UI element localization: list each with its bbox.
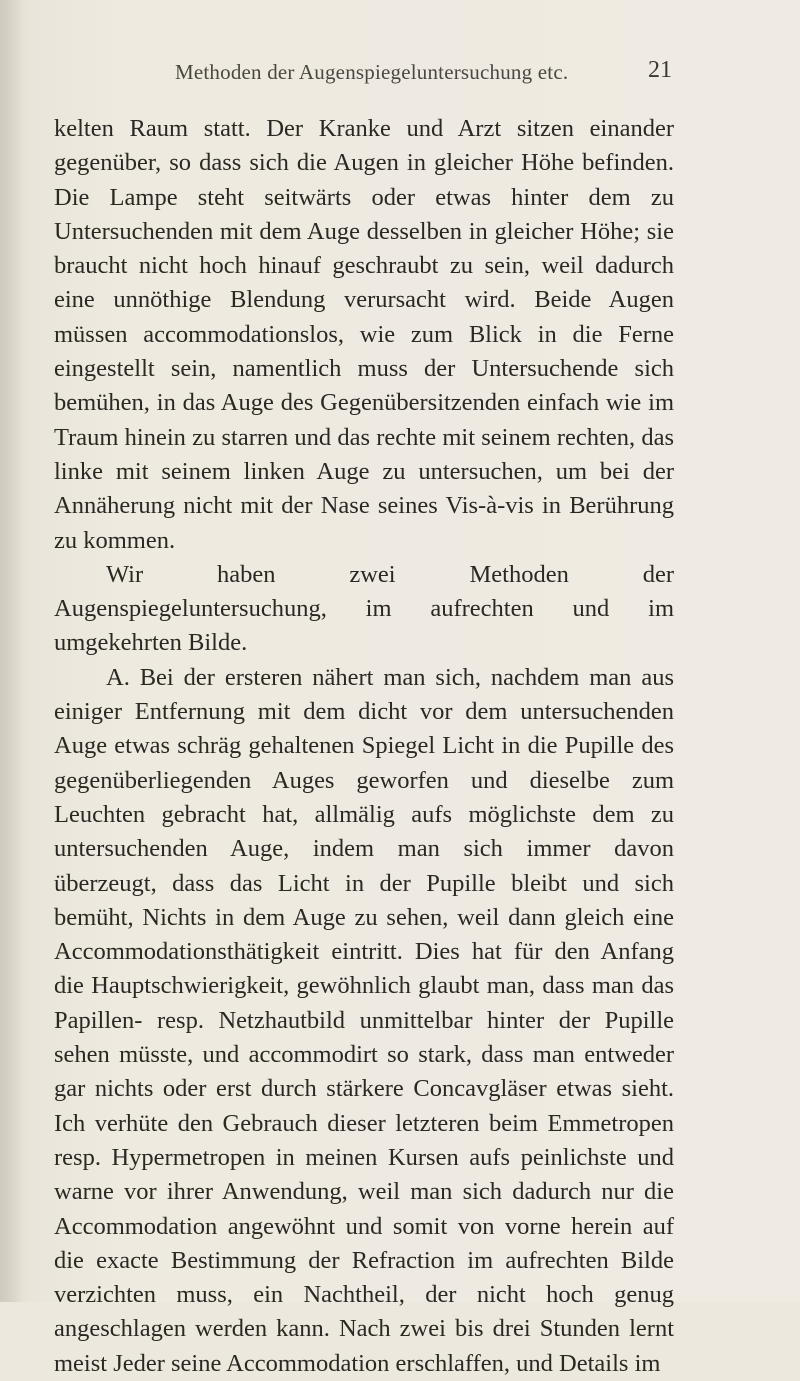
paragraph-method-a: A. Bei der ersteren nähert man sich, nachdem man aus einiger Entfernung mit dem dicht vor dem untersuchenden Auge etwas schräg gehaltenen Spiegel Licht in die Pupille des gegenüberliegenden Auges geworfen und dieselbe zum Leuchten gebracht hat, allmälig aufs möglichste dem zu untersuchenden Auge, indem man sich immer davon überzeugt, dass das Licht in der Pupille bleibt und sich bemüht, Nichts in dem Auge zu sehen, weil dann gleich eine Accommodationsthätigkeit eintritt. Dies hat für den Anfang die Hauptschwierigkeit, gewöhnlich glaubt man, dass man das Papillen- resp. Netzhautbild unmittelbar hinter der Pupille sehen müsste, und accommodirt so stark, dass man entweder gar nichts oder erst durch stärkere Concavgläser etwas sieht. Ich verhüte den Gebrauch dieser letzteren beim Emmetropen resp. Hypermetropen in meinen Kursen aufs peinlichste und warne vor ihrer Anwendung, weil man sich dadurch nur die Accommodation angewöhnt und somit von vorne herein auf die exacte Bestimmung der Refraction im aufrechten Bilde verzichten muss, ein Nachtheil, der nicht hoch genug angeschlagen werden kann. Nach zwei bis drei Stunden lernt meist Jeder seine Accommodation erschlaffen, und Details im (54, 663, 674, 1377)
binding-shadow (0, 0, 22, 1302)
paragraph-methods: Wir haben zwei Methoden der Augenspiegeluntersuchung, im aufrechten und im umgekehrten Bilde. (54, 560, 674, 657)
page-number: 21 (648, 57, 672, 83)
body-text (54, 112, 674, 1381)
running-head: Methoden der Augenspiegeluntersuchung etc. (175, 60, 569, 84)
paragraph-continuation: kelten Raum statt. Der Kranke und Arzt sitzen einander gegenüber, so dass sich die Augen in gleicher Höhe befinden. Die Lampe steht seitwärts oder etwas hinter dem zu Untersuchenden mit dem Auge desselben in gleicher Höhe; sie braucht nicht hoch hinauf geschraubt zu sein, weil dadurch eine unnöthige Blendung verursacht wird. Beide Augen müssen accommodationslos, wie zum Blick in die Ferne eingestellt sein, namentlich muss der Untersuchende sich bemühen, in das Auge des Gegenübersitzenden einfach wie im Traum hinein zu starren und das rechte mit seinem rechten, das linke mit seinem linken Auge zu untersuchen, um bei der Annäherung nicht mit der Nase seines Vis-à-vis in Berührung zu kommen. (54, 115, 674, 554)
